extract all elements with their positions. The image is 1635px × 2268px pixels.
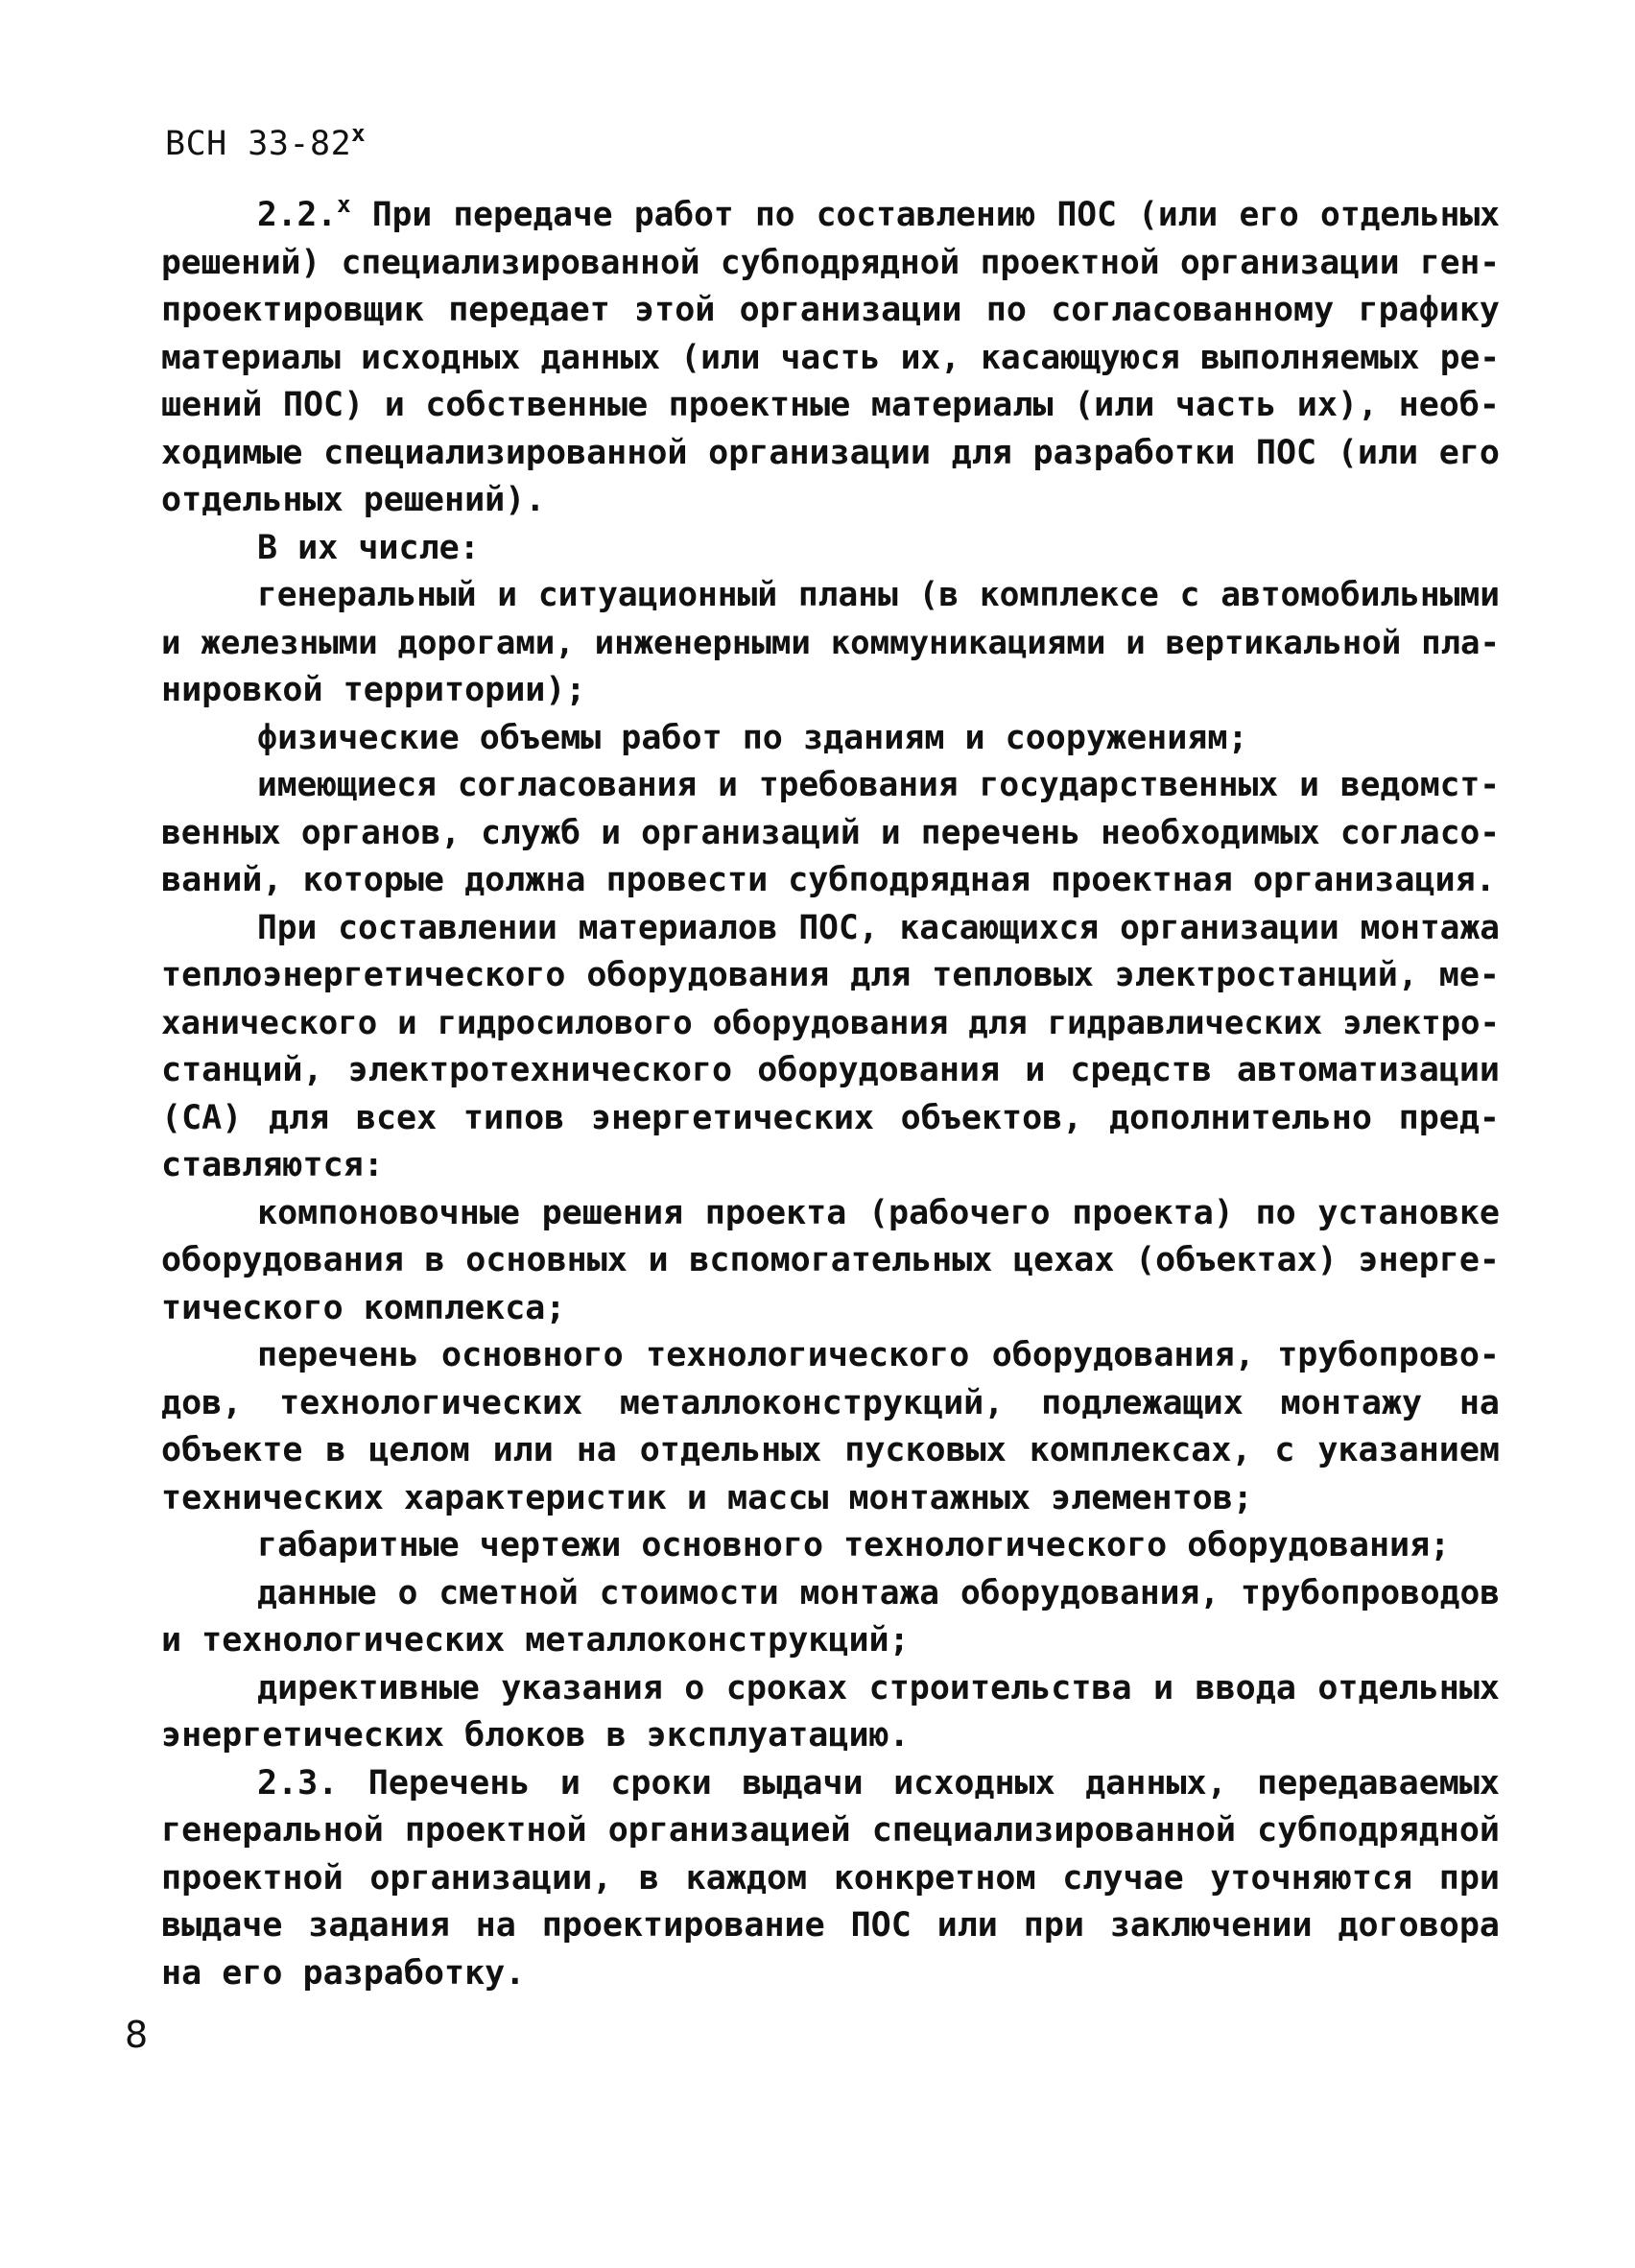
line-text: оборудования в основных и вспомогательных цехах (объектах) энерге- (161, 1241, 1500, 1279)
text-line (161, 430, 1500, 478)
line-text: и железными дорогами, инженерными коммуникациями и вертикальной пла- (161, 623, 1500, 662)
line-text: станций, электротехнического оборудования и средств автоматизации (161, 1051, 1500, 1089)
revision-mark: х (337, 191, 351, 218)
text-line (161, 1617, 1500, 1665)
text-line (161, 810, 1500, 858)
body-text (161, 192, 1500, 1997)
text-line (161, 525, 1500, 573)
text-line (161, 1142, 1500, 1190)
line-text: данные о сметной стоимости монтажа оборудования, трубопроводов (257, 1573, 1500, 1612)
line-text: 2.3. Перечень и сроки выдачи исходных данных, передаваемых (257, 1763, 1500, 1802)
text-line (161, 1475, 1500, 1523)
line-text: материалы исходных данных (или часть их, касающуюся выполняемых ре- (161, 338, 1500, 377)
line-text: При передаче работ по составлению ПОС (или его отдельных (350, 196, 1500, 234)
text-line (161, 192, 1500, 240)
document-code: ВСН 33-82 (165, 125, 352, 163)
text-line (161, 905, 1500, 953)
paragraph-p-approvals (161, 762, 1500, 905)
line-text: директивные указания о сроках строительства и ввода отдельных (257, 1668, 1500, 1707)
line-text: ваний, которые должна провести субподрядная проектная организация. (161, 861, 1496, 899)
line-text: проектной организации, в каждом конкретном случае уточняются при (161, 1858, 1500, 1898)
line-text: ставляются: (161, 1146, 384, 1184)
text-line (161, 477, 1500, 525)
line-text: шений ПОС) и собственные проектные материалы (или часть их), необ- (161, 386, 1500, 424)
line-text: решений) специализированной субподрядной проектной организации ген- (161, 243, 1500, 282)
line-text: имеющиеся согласования и требования государственных и ведомст- (257, 766, 1500, 804)
paragraph-p-in-number (161, 525, 1500, 573)
line-text: и технологических металлоконструкций; (161, 1621, 910, 1659)
text-line (161, 335, 1500, 383)
line-text: перечень основного технологического оборудования, трубопрово- (257, 1336, 1500, 1374)
document-code-header (165, 120, 367, 163)
line-text: выдаче задания на проектирование ПОС или при заключении договора (161, 1906, 1500, 1945)
text-line (161, 1902, 1500, 1950)
paragraph-p-directives (161, 1665, 1500, 1760)
text-line (161, 382, 1500, 430)
paragraph-p2-3 (161, 1760, 1500, 1998)
line-text: отдельных решений). (161, 481, 546, 519)
line-text: (СА) для всех типов энергетических объектов, дополнительно пред- (161, 1098, 1500, 1137)
paragraph-p-cost (161, 1570, 1500, 1665)
text-line (161, 1855, 1500, 1903)
text-line (161, 240, 1500, 288)
line-text: на его разработку. (161, 1953, 526, 1993)
line-text: компоновочные решения проекта (рабочего проекта) по установке (257, 1193, 1500, 1232)
line-text: нировкой территории); (161, 671, 586, 709)
text-line (161, 620, 1500, 668)
revision-mark: х (351, 120, 367, 147)
text-line (161, 1047, 1500, 1095)
line-text: генеральный и ситуационный планы (в комплексе с автомобильными (257, 576, 1500, 614)
text-line (161, 1000, 1500, 1048)
text-line (161, 715, 1500, 763)
line-text: энергетических блоков в эксплуатацию. (161, 1716, 910, 1755)
text-line (161, 667, 1500, 715)
text-line (161, 1237, 1500, 1285)
line-text: венных органов, служб и организаций и перечень необходимых согласо- (161, 813, 1500, 852)
paragraph-p-volumes (161, 715, 1500, 763)
line-text: дов, технологических металлоконструкций, подлежащих монтажу на (161, 1383, 1500, 1422)
line-text: физические объемы работ по зданиям и сооружениям; (257, 718, 1248, 757)
line-text: В их числе: (257, 528, 480, 567)
line-text: ханического и гидросилового оборудования для гидравлических электро- (161, 1003, 1500, 1042)
line-text: теплоэнергетического оборудования для тепловых электростанций, ме- (161, 956, 1500, 994)
text-line (161, 572, 1500, 620)
paragraph-p-layout (161, 1190, 1500, 1333)
line-text: объекте в целом или на отдельных пусковых комплексах, с указанием (161, 1431, 1500, 1469)
paragraph-p-list (161, 1332, 1500, 1522)
text-line (161, 1380, 1500, 1428)
paragraph-p-plans (161, 572, 1500, 715)
line-text: тического комплекса; (161, 1288, 566, 1327)
text-line (161, 1332, 1500, 1380)
text-line (161, 1950, 1500, 1998)
text-line (161, 1712, 1500, 1760)
text-line (161, 1570, 1500, 1618)
page-number: 8 (125, 2014, 149, 2056)
text-line (161, 857, 1500, 905)
line-text: технических характеристик и массы монтажных элементов; (161, 1478, 1253, 1517)
paragraph-p-drawings (161, 1522, 1500, 1570)
text-line (161, 1760, 1500, 1808)
text-line (161, 1190, 1500, 1238)
text-line (161, 1807, 1500, 1855)
text-line (161, 287, 1500, 335)
section-number: 2.2. (257, 196, 338, 234)
line-text: генеральной проектной организацией специализированной субподрядной (161, 1811, 1500, 1850)
text-line (161, 1665, 1500, 1713)
text-line (161, 1522, 1500, 1570)
text-line (161, 1285, 1500, 1333)
line-text: При составлении материалов ПОС, касающихся организации монтажа (257, 908, 1500, 947)
text-line (161, 952, 1500, 1000)
text-line (161, 762, 1500, 810)
paragraph-p2-2 (161, 192, 1500, 525)
paragraph-p-materials (161, 905, 1500, 1190)
text-line (161, 1427, 1500, 1475)
text-line (161, 1095, 1500, 1143)
line-text: габаритные чертежи основного технологического оборудования; (257, 1526, 1451, 1564)
line-text: ходимые специализированной организации для разработки ПОС (или его (161, 433, 1500, 472)
line-text: проектировщик передает этой организации по согласованному графику (161, 291, 1500, 329)
